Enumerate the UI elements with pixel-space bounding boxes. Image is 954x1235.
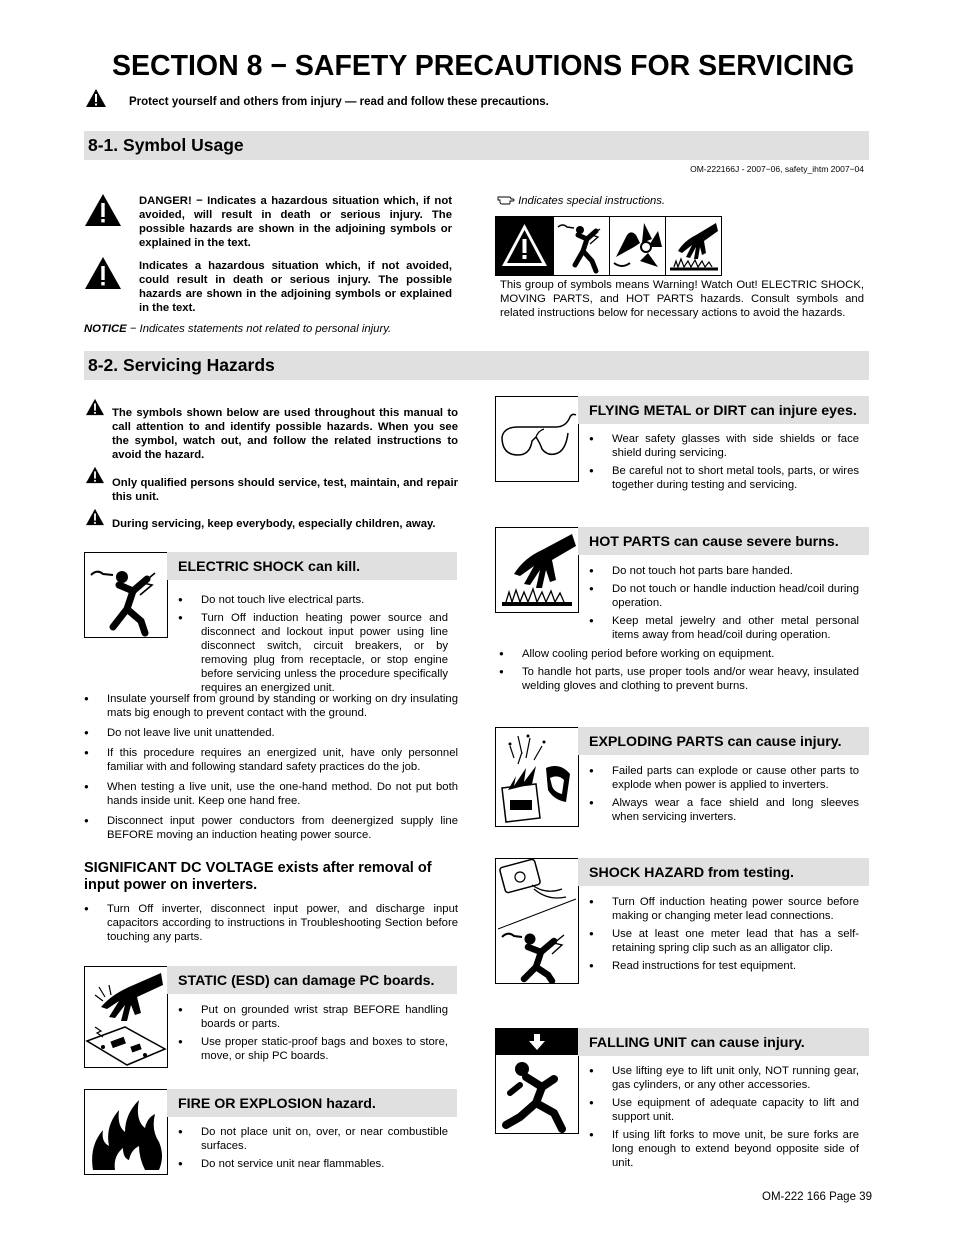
list-item: ● Do not place unit on, over, or near combustible surfaces. <box>178 1125 448 1153</box>
electric-shock-icon <box>554 217 609 275</box>
list-item: ● If using lift forks to move unit, be sure forks are long enough to extend beyond opposite side of unit. <box>589 1128 859 1170</box>
list-item: ● Use proper static-proof bags and boxes to store, move, or ship PC boards. <box>178 1035 448 1063</box>
fire-explosion-list <box>178 1125 448 1175</box>
hot-parts-icon <box>496 528 578 612</box>
list-item: ● If this procedure requires an energized unit, have only personnel familiar with and following standard safety practices do the job. <box>84 746 458 774</box>
fire-explosion-header: FIRE OR EXPLOSION hazard. <box>167 1089 457 1117</box>
warning-definition: Indicates a hazardous situation which, if not avoided, could result in death or serious injury. The possible hazards are shown in the adjoining symbols or explained in the text. <box>139 260 452 314</box>
explosion-icon <box>496 728 578 826</box>
falling-unit-list <box>589 1064 859 1174</box>
warning-triangle-icon <box>496 217 553 275</box>
list-item: ● Disconnect input power conductors from deenergized supply line BEFORE moving an induction heating power source. <box>84 814 458 842</box>
list-item: ● Use at least one meter lead that has a self-retaining spring clip such as an alligator clip. <box>589 927 859 955</box>
intro-warning <box>85 88 785 113</box>
dc-voltage-heading: SIGNIFICANT DC VOLTAGE exists after removal of input power on inverters. <box>84 860 432 893</box>
list-item: ● Do not touch or handle induction head/coil during operation. <box>589 582 859 610</box>
shock-testing-list <box>589 895 859 977</box>
list-item: ● Read instructions for test equipment. <box>589 959 859 973</box>
list-item: ● Keep metal jewelry and other metal personal items away from head/coil during operation. <box>589 614 859 642</box>
falling-unit-symbol <box>495 1028 579 1134</box>
section-heading-servicing-hazards: 8-2. Servicing Hazards <box>84 351 869 380</box>
list-item: ● Do not touch hot parts bare handed. <box>589 564 859 578</box>
falling-unit-header: FALLING UNIT can cause injury. <box>578 1028 869 1056</box>
list-item: ● Put on grounded wrist strap BEFORE handling boards or parts. <box>178 1003 448 1031</box>
list-item: ● Allow cooling period before working on equipment. <box>499 647 859 661</box>
list-item: ● To handle hot parts, use proper tools and/or wear heavy, insulated welding gloves and clothing to prevent burns. <box>499 665 859 693</box>
electric-shock-list-bottom <box>84 692 458 848</box>
qualified-persons-note: Only qualified persons should service, test, maintain, and repair this unit. <box>112 477 458 503</box>
static-esd-symbol <box>84 966 168 1068</box>
list-item: ● Do not touch live electrical parts. <box>178 593 448 607</box>
list-item: ● Use equipment of adequate capacity to lift and support unit. <box>589 1096 859 1124</box>
page-footer: OM-222 166 Page 39 <box>762 1191 872 1203</box>
list-item: ● Turn Off induction heating power source before making or changing meter lead connections. <box>589 895 859 923</box>
flying-metal-symbol <box>495 396 579 482</box>
static-esd-header: STATIC (ESD) can damage PC boards. <box>167 966 457 994</box>
hot-parts-list-top <box>589 564 859 646</box>
hazard-symbol-group <box>495 216 722 276</box>
warning-triangle-icon <box>84 256 122 290</box>
notice-definition: NOTICE − Indicates statements not related to personal injury. <box>84 323 392 335</box>
list-item: ● Do not leave live unit unattended. <box>84 726 458 740</box>
pointing-hand-icon <box>497 195 515 205</box>
hot-parts-list-bottom <box>499 647 859 697</box>
list-item: ● Do not service unit near flammables. <box>178 1157 448 1171</box>
list-item: ● Use lifting eye to lift unit only, NOT running gear, gas cylinders, or any other accessories. <box>589 1064 859 1092</box>
list-item: ● When testing a live unit, use the one-hand method. Do not put both hands inside unit. Keep one hand free. <box>84 780 458 808</box>
falling-unit-icon <box>496 1029 578 1133</box>
fire-explosion-symbol <box>84 1089 168 1175</box>
flying-metal-header: FLYING METAL or DIRT can injure eyes. <box>578 396 869 424</box>
keep-away-note: During servicing, keep everybody, especially children, away. <box>112 518 436 530</box>
shock-testing-symbol <box>495 858 579 984</box>
safety-glasses-icon <box>496 397 578 481</box>
exploding-parts-list <box>589 764 859 828</box>
list-item: ● Wear safety glasses with side shields or face shield during servicing. <box>589 432 859 460</box>
exploding-parts-header: EXPLODING PARTS can cause injury. <box>578 727 869 755</box>
section-heading-symbol-usage: 8-1. Symbol Usage <box>84 131 869 160</box>
static-hand-icon <box>85 967 167 1067</box>
warning-triangle-icon <box>85 466 105 484</box>
hot-parts-header: HOT PARTS can cause severe burns. <box>578 527 869 555</box>
warning-triangle-icon <box>85 88 107 108</box>
list-item: ● Always wear a face shield and long sleeves when servicing inverters. <box>589 796 859 824</box>
warning-triangle-icon <box>85 508 105 526</box>
list-item: ● Failed parts can explode or cause other parts to explode when power is applied to inverters. <box>589 764 859 792</box>
warning-symbol <box>496 217 553 275</box>
list-item: ● Be careful not to short metal tools, parts, or wires together during testing and servicing. <box>589 464 859 492</box>
static-esd-list <box>178 1003 448 1067</box>
intro-text: Protect yourself and others from injury — read and follow these precautions. <box>129 96 549 108</box>
hot-parts-symbol <box>495 527 579 613</box>
special-instructions-note: Indicates special instructions. <box>497 194 857 208</box>
shock-testing-header: SHOCK HAZARD from testing. <box>578 858 869 886</box>
list-item: ● Turn Off inverter, disconnect input power, and discharge input capacitors according to instructions in Troubleshooting Section before touching any parts. <box>84 902 458 944</box>
moving-parts-icon <box>610 217 665 275</box>
electric-shock-header: ELECTRIC SHOCK can kill. <box>167 552 457 580</box>
danger-definition: DANGER! − Indicates a hazardous situation which, if not avoided, will result in death or serious injury. The possible hazards are shown in the adjoining symbols or explained in the text. <box>139 195 452 249</box>
page-title: SECTION 8 − SAFETY PRECAUTIONS FOR SERVICING <box>112 50 855 82</box>
electric-shock-list-top <box>178 593 448 611</box>
symbol-group-description: This group of symbols means Warning! Watch Out! ELECTRIC SHOCK, MOVING PARTS, and HOT PARTS hazards. Consult symbols and related instructions below for necessary actions to avoid the hazards. <box>500 279 864 319</box>
hot-parts-icon <box>666 217 721 275</box>
list-item: ● Insulate yourself from ground by standing or working on dry insulating mats big enough to prevent contact with the ground. <box>84 692 458 720</box>
dc-voltage-list <box>84 902 458 948</box>
flying-metal-list <box>589 432 859 496</box>
document-reference: OM-222166J - 2007−06, safety_ihtm 2007−04 <box>690 164 864 174</box>
exploding-parts-symbol <box>495 727 579 827</box>
symbols-note: The symbols shown below are used throughout this manual to call attention to and identify possible hazards. When you see the symbol, watch out, and follow the related instructions to avoid the hazard. <box>112 407 458 461</box>
warning-triangle-icon <box>85 398 105 416</box>
meter-shock-icon <box>496 859 578 983</box>
flame-icon <box>85 1090 167 1174</box>
danger-triangle-icon <box>84 193 122 227</box>
electric-shock-item-2: ● Turn Off induction heating power source and disconnect and lockout input power using line disconnect switch, circuit breakers, or by removing plug from receptacle, or stop engine before servicing unless the procedure specifically requires an energized unit. <box>178 612 448 694</box>
